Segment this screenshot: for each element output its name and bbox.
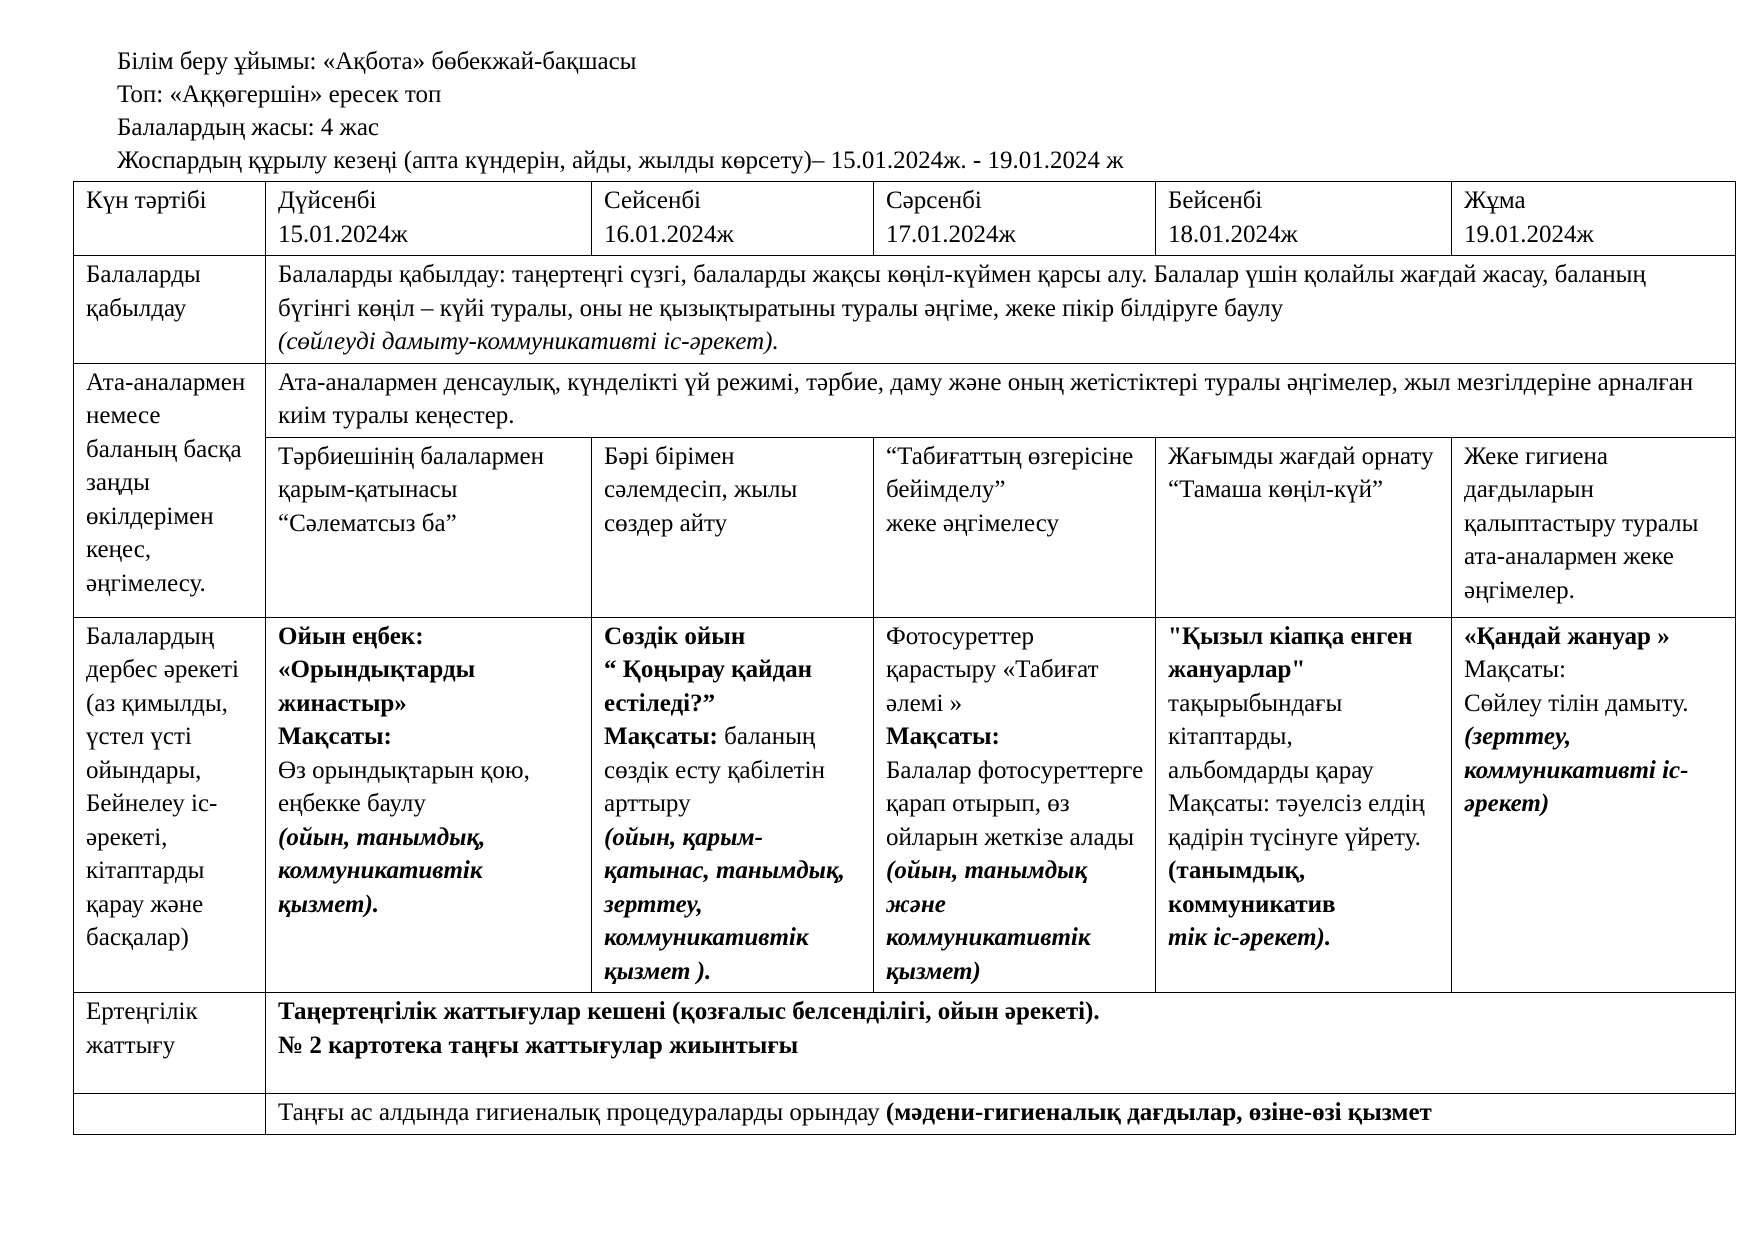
goal-text: Балалар фотосуреттерге қарап отырып, өз ойларын жеткізе алады — [886, 756, 1144, 851]
parents-thursday: Жағымды жағдай орнату “Тамаша көңіл-күй” — [1156, 437, 1452, 617]
reception-content — [266, 256, 1736, 364]
period-line: Жоспардың құрылу кезеңі (апта күндерін, айды, жылды көрсету)– 15.01.2024ж. - 19.01.2024 ж — [117, 147, 1124, 174]
activity-note: (ойын, танымдық және коммуникативтік қызмет) — [886, 857, 1091, 985]
activity-title: "Қызыл кіапқа енген жануарлар" — [1168, 622, 1413, 683]
exercise-line-2: № 2 картотека таңғы жаттығулар жиынтығы — [278, 1031, 799, 1059]
activity-title: Сөздік ойын “ Қоңырау қайдан естіледі?” — [604, 622, 813, 717]
exercise-line-1: Таңертеңгілік жаттығулар кешені (қозғалыс белсенділігі, ойын әрекеті). — [278, 998, 1100, 1025]
day-date: 19.01.2024ж — [1464, 220, 1594, 248]
parents-content — [266, 363, 1736, 437]
breakfast-note: (мәдени-гигиеналық дағдылар, өзіне-өзі қызмет — [885, 1099, 1432, 1126]
goal-label: Мақсаты: — [604, 723, 718, 750]
day-header-tuesday — [592, 182, 874, 256]
activity-note: (ойын, қарым-қатынас, танымдық, зерттеу, коммуникативтік қызмет ). — [604, 823, 845, 985]
parents-monday: Тәрбиешінің балалармен қарым-қатынасы “Сәлематсыз ба” — [266, 437, 592, 617]
parents-row — [74, 363, 1736, 437]
morning-exercise-row — [74, 993, 1736, 1094]
reception-label: Балаларды қабылдау — [74, 256, 266, 364]
day-date: 18.01.2024ж — [1168, 220, 1298, 248]
parents-text: Ата-аналармен денсаулық, күнделікті үй режимі, тәрбие, даму және оның жетістіктері туралы әңгімелер, жыл мезгілдеріне арналған киім туралы кеңестер. — [278, 368, 1694, 429]
goal-label: Мақсаты: — [278, 723, 392, 750]
group-line: Топ: «Аққөгершін» ересек топ — [117, 81, 442, 108]
activity-wednesday — [874, 617, 1156, 993]
activity-note: (зерттеу, коммуникативті іс-әрекет) — [1464, 723, 1689, 817]
activity-text: Мақсаты: Сөйлеу тілін дамыту. — [1464, 656, 1689, 717]
document-header — [117, 45, 1123, 177]
activity-title: Ойын еңбек: «Орындықтарды жинастыр» — [278, 622, 476, 717]
goal-label: Мақсаты: — [886, 723, 1000, 750]
parents-label: Ата-аналармен немесе баланың басқа заңды өкілдерімен кеңес, әңгімелесу. — [74, 363, 266, 617]
reception-row — [74, 256, 1736, 364]
day-name: Сәрсенбі — [886, 187, 982, 214]
breakfast-row — [74, 1094, 1736, 1135]
activity-note: (танымдық, коммуникатив — [1168, 857, 1336, 918]
morning-exercise-content — [266, 993, 1736, 1094]
parents-tuesday: Бәрі бірімен сәлемдесіп, жылы сөздер айту — [592, 437, 874, 617]
day-header-monday — [266, 182, 592, 256]
organization-line: Білім беру ұйымы: «Ақбота» бөбекжай-бақшасы — [117, 48, 637, 75]
day-name: Сейсенбі — [604, 187, 701, 214]
goal-text: Өз орындықтарын қою, еңбекке баулу — [278, 756, 530, 817]
goal-text: баланың сөздік есту қабілетін арттыру — [604, 723, 825, 817]
age-line: Балалардың жасы: 4 жас — [117, 114, 380, 141]
activity-title: Фотосуреттер қарастыру «Табиғат әлемі » — [886, 622, 1099, 717]
independent-activity-row — [74, 617, 1736, 993]
activity-friday — [1452, 617, 1736, 993]
day-name: Дүйсенбі — [278, 187, 377, 214]
parents-wednesday: “Табиғаттың өзгерісіне бейімделу” жеке әңгімелесу — [874, 437, 1156, 617]
parents-days-row — [74, 437, 1736, 617]
day-date: 16.01.2024ж — [604, 220, 734, 248]
day-date: 17.01.2024ж — [886, 220, 1016, 248]
activity-text: тақырыбындағы кітаптарды, альбомдарды қарау Мақсаты: тәуелсіз елдің қадірін түсінуге үйрету. — [1168, 689, 1425, 851]
reception-text: Балаларды қабылдау: таңертеңгі сүзгі, балаларды жақсы көңіл-күймен қарсы алу. Балалар үшін қолайлы жағдай жасау, баланың бүгінгі көңіл – күйі туралы, оны не қызықтыратыны туралы әңгіме, жеке пікір білдіруге баулу — [278, 261, 1646, 322]
activity-thursday — [1156, 617, 1452, 993]
weekly-plan-table — [73, 181, 1736, 1135]
day-name: Жұма — [1464, 187, 1526, 214]
breakfast-text: Таңғы ас алдында гигиеналық процедураларды орындау — [278, 1099, 886, 1126]
day-name: Бейсенбі — [1168, 187, 1263, 214]
activity-tuesday — [592, 617, 874, 993]
day-header-friday — [1452, 182, 1736, 256]
activity-monday — [266, 617, 592, 993]
activity-note: (ойын, танымдық, коммуникативтік қызмет). — [278, 823, 486, 918]
morning-exercise-label: Ертеңгілік жаттығу — [74, 993, 266, 1094]
day-header-thursday — [1156, 182, 1452, 256]
reception-note: (сөйлеуді дамыту-коммуникативті іс-әрекет). — [278, 328, 779, 355]
parents-friday: Жеке гигиена дағдыларын қалыптастыру туралы ата-аналармен жеке әңгімелер. — [1452, 437, 1736, 617]
schedule-header-cell: Күн тәртібі — [74, 182, 266, 256]
activity-note-end: тік іс-әрекет). — [1168, 924, 1332, 951]
days-header-row — [74, 182, 1736, 256]
day-header-wednesday — [874, 182, 1156, 256]
activity-title: «Қандай жануар » — [1464, 622, 1670, 650]
breakfast-label — [74, 1094, 266, 1135]
breakfast-content — [266, 1094, 1736, 1135]
independent-activity-label: Балалардың дербес әрекеті (аз қимылды, үстел үсті ойындары, Бейнелеу іс-әрекеті, кітаптарды қарау және басқалар) — [74, 617, 266, 993]
day-date: 15.01.2024ж — [278, 220, 408, 248]
